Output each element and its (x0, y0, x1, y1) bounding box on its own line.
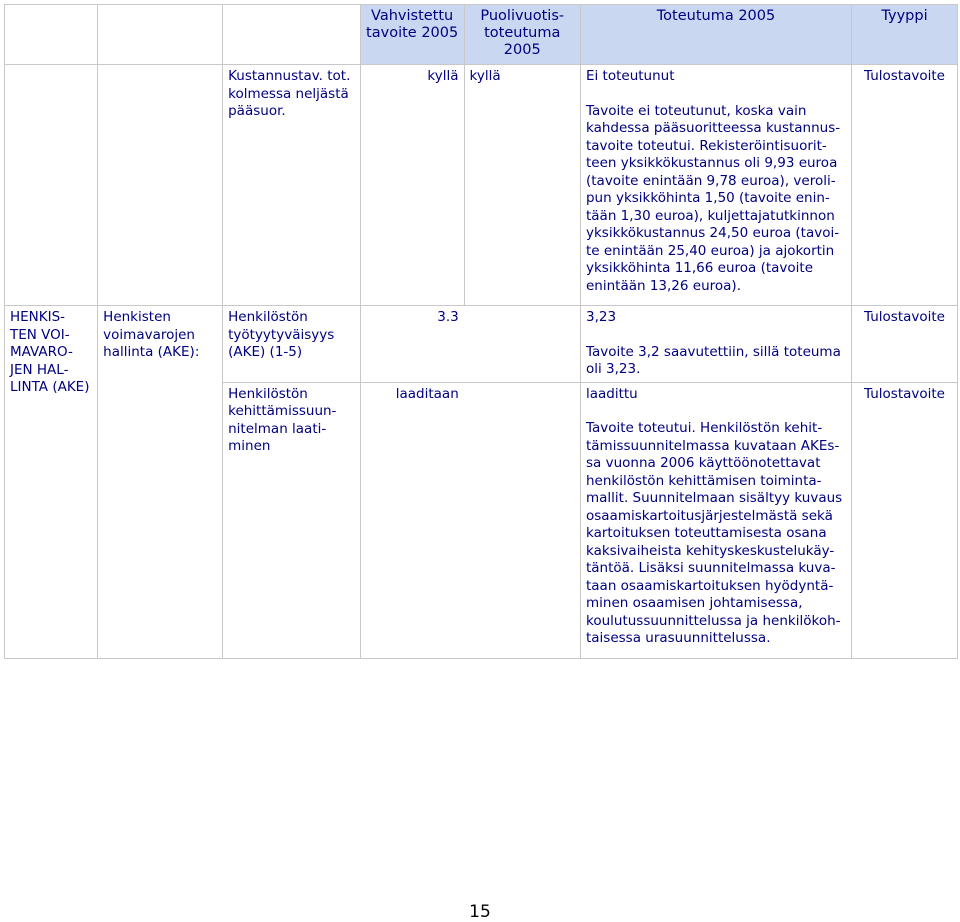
result-explanation: Tavoite ei toteutunut, koska vain kahdessa pääsuoritteessa kustannus- tavoite toteutui. Rekisteröintisuorit- teen yksikkökustannus oli 9,93 euroa (tavoite enintään 9,78 euroa), veroli- pun yksikköhinta 1,50 (tavoite enin- tään 1,30 euroa), kuljettajatutkinnon yksikkökustannus 24,50 euroa (tavoi- te enintään 25,40 euroa) ja ajokortin yksikköhinta 11,66 euroa (tavoite enintään 13,26 euroa). (585, 102, 841, 294)
header-vahvistettu-tavoite: Vahvistettu tavoite 2005 (360, 5, 464, 65)
subarea-cell-empty (98, 65, 223, 306)
page-number: 15 (469, 902, 491, 922)
target-value-text: laaditaan (395, 385, 459, 402)
result-status: 3,23 (585, 309, 617, 325)
result-cell (580, 382, 851, 658)
header-row (5, 5, 958, 65)
header-toteutuma: Toteutuma 2005 (580, 5, 851, 65)
subarea-cell: Henkisten voimavarojen hallinta (AKE): (98, 306, 223, 659)
target-value-text: 3.3 (437, 309, 459, 325)
type-cell: Tulostavoite (852, 382, 958, 658)
result-status: Ei toteutunut (585, 68, 675, 84)
result-explanation: Tavoite toteutui. Henkilöstön kehit- tämissuunnitelmassa kuvataan AKEs- sa vuonna 2006 käyttöönotettavat henkilöstön kehittämisen toiminta- mallit. Suunnitelmaan sisältyy kuvaus osaamiskartoitusjärjestelmästä sekä kartoituksen toteuttamisesta osana kaksivaiheista kehityskeskustelukäy- täntöä. Lisäksi suunnitelmassa kuva- taan osaamiskartoituksen hyödyntä- minen osaamisen johtamisessa, koulutussuunnittelussa ja henkilökoh- taisessa urasuunnittelussa. (585, 420, 843, 646)
header-blank-1 (5, 5, 98, 65)
header-blank-3 (223, 5, 361, 65)
results-table (4, 4, 958, 659)
table-row-cost-target (5, 65, 958, 306)
header-blank-2 (98, 5, 223, 65)
result-cell (580, 306, 851, 383)
header-puolivuotis-toteutuma: Puolivuotis- toteutuma 2005 (464, 5, 580, 65)
area-cell: HENKIS- TEN VOI- MAVARO- JEN HAL- LINTA (AKE) (5, 306, 98, 659)
type-cell: Tulostavoite (852, 65, 958, 306)
measure-cell: Henkilöstön kehittämissuun- nitelman laati- minen (223, 382, 361, 658)
result-explanation: Tavoite 3,2 saavutettiin, sillä toteuma oli 3,23. (585, 343, 841, 377)
measure-cell: Henkilöstön työtyytyväisyys (AKE) (1-5) (223, 306, 361, 383)
area-cell-empty (5, 65, 98, 306)
target-value (360, 382, 580, 658)
header-tyyppi: Tyyppi (852, 5, 958, 65)
type-cell: Tulostavoite (852, 306, 958, 383)
measure-cell: Kustannustav. tot. kolmessa neljästä pääsuor. (223, 65, 361, 306)
table-row-job-satisfaction (5, 306, 958, 383)
half-year-value: kyllä (464, 65, 580, 306)
result-status: laadittu (585, 385, 638, 402)
target-value: kyllä (360, 65, 464, 306)
target-value (360, 306, 580, 383)
result-cell (580, 65, 851, 306)
